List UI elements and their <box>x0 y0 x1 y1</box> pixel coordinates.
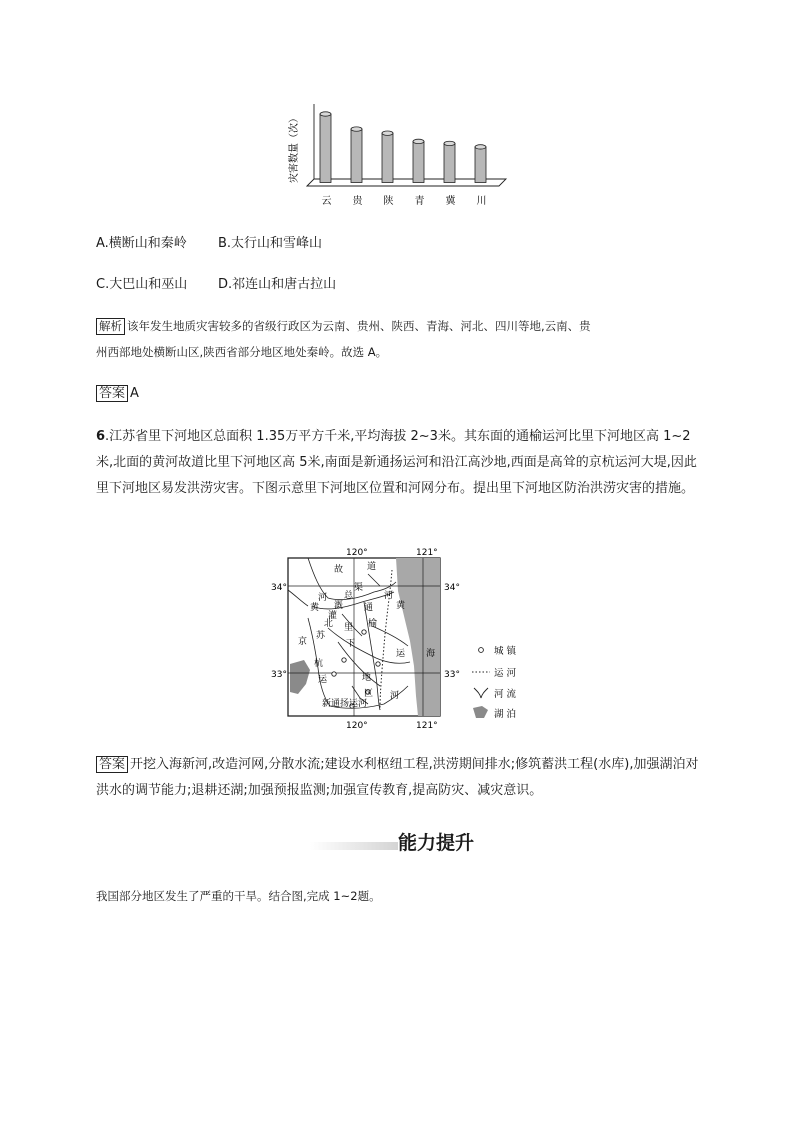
lon-121-bottom: 121° <box>416 721 438 731</box>
question-6-number: 6 <box>96 429 106 444</box>
option-d: D.祁连山和唐古拉山 <box>218 277 337 292</box>
answer-1-tag: 答案 <box>96 385 128 402</box>
y-axis-label: 灾害数量（次） <box>289 113 300 183</box>
intro-text: 我国部分地区发生了严重的干旱。结合图,完成 1~2题。 <box>96 889 381 903</box>
lat-33-left: 33° <box>271 670 287 680</box>
svg-text:杭: 杭 <box>314 659 324 669</box>
x-tick-label-0: 云 <box>321 196 332 207</box>
lon-121-top: 121° <box>416 548 438 558</box>
lat-33-right: 33° <box>444 670 460 680</box>
svg-text:溉: 溉 <box>334 601 344 611</box>
map-legend <box>472 645 518 720</box>
svg-text:河: 河 <box>318 593 328 603</box>
legend-town: 城 镇 <box>494 646 517 657</box>
svg-text:区: 区 <box>364 689 374 699</box>
lat-34-left: 34° <box>271 583 287 593</box>
svg-text:河: 河 <box>390 691 400 701</box>
answer-1 <box>96 384 139 404</box>
option-c: C.大巴山和巫山 <box>96 277 188 292</box>
svg-text:灌: 灌 <box>328 611 338 621</box>
svg-text:黄: 黄 <box>310 603 320 613</box>
answer-2 <box>96 752 700 804</box>
legend-river: 河 流 <box>494 689 517 700</box>
analysis-text-1: 该年发生地质灾害较多的省级行政区为云南、贵州、陕西、青海、河北、四川等地,云南、贵 <box>127 319 591 333</box>
analysis-line-1 <box>96 316 591 336</box>
bar-4 <box>444 141 455 182</box>
section-title: 能力提升 <box>398 832 475 854</box>
option-b: B.太行山和雪峰山 <box>218 236 323 251</box>
disaster-bar-chart <box>280 98 520 213</box>
lon-120-bottom: 120° <box>346 721 368 731</box>
svg-text:京: 京 <box>298 637 308 647</box>
answer-2-tag: 答案 <box>96 756 128 773</box>
x-tick-label-2: 陕 <box>383 196 394 207</box>
bar-5 <box>475 145 486 183</box>
x-tick-label-5: 川 <box>476 196 487 207</box>
question-6 <box>96 424 700 502</box>
svg-text:下: 下 <box>346 639 356 649</box>
answer-1-text: A <box>130 386 139 401</box>
bar-1 <box>351 127 362 183</box>
svg-text:通: 通 <box>364 603 374 613</box>
answer-2-text: 开挖入海新河,改造河网,分散水流;建设水利枢纽工程,洪涝期间排水;修筑蓄洪工程(水库),加强湖泊对洪水的调节能力;退耕还湖;加强预报监测;加强宣传教育,提高防灾、减灾意识。 <box>96 757 699 798</box>
legend-canal: 运 河 <box>494 668 517 679</box>
svg-text:运: 运 <box>318 675 328 685</box>
bar-2 <box>382 131 393 183</box>
analysis-line-2: 州西部地处横断山区,陕西省部分地区地处秦岭。故选 A。 <box>96 345 388 359</box>
bar-3 <box>413 139 424 182</box>
x-tick-label-4: 冀 <box>445 196 456 207</box>
x-tick-label-3: 青 <box>414 196 425 207</box>
svg-text:故: 故 <box>334 565 344 575</box>
svg-text:海: 海 <box>426 649 436 659</box>
svg-text:里: 里 <box>344 623 354 633</box>
svg-text:榆: 榆 <box>368 619 378 629</box>
svg-text:新通扬运河: 新通扬运河 <box>322 699 368 709</box>
question-6-text: .江苏省里下河地区总面积 1.35万平方千米,平均海拔 2~3米。其东面的通榆运河比里下河地区高 1~2米,北面的黄河故道比里下河地区高 5米,南面是新通扬运河和沿江高沙地,西面是高耸的京杭运河大堤,因此里下河地区易发洪涝灾害。下图示意里下河地区位置和河网分布。提出里下河地区防治洪涝灾害的措施。 <box>96 429 697 496</box>
svg-text:渠: 渠 <box>354 583 364 593</box>
legend-lake: 湖 泊 <box>494 709 517 720</box>
bar-0 <box>320 112 331 183</box>
lat-34-right: 34° <box>444 583 460 593</box>
svg-text:苏: 苏 <box>316 631 326 641</box>
svg-text:北: 北 <box>324 619 334 629</box>
svg-text:道: 道 <box>367 562 377 572</box>
svg-text:运: 运 <box>396 649 406 659</box>
svg-text:黄: 黄 <box>396 601 406 611</box>
lixiahe-map <box>268 546 538 736</box>
svg-text:总: 总 <box>344 591 354 601</box>
option-a: A.横断山和秦岭 <box>96 236 187 251</box>
section-title-bar <box>310 842 398 850</box>
svg-text:地: 地 <box>362 673 372 683</box>
svg-text:河: 河 <box>384 591 394 601</box>
lon-120-top: 120° <box>346 548 368 558</box>
analysis-tag: 解析 <box>96 318 125 335</box>
x-tick-label-1: 贵 <box>352 196 363 207</box>
